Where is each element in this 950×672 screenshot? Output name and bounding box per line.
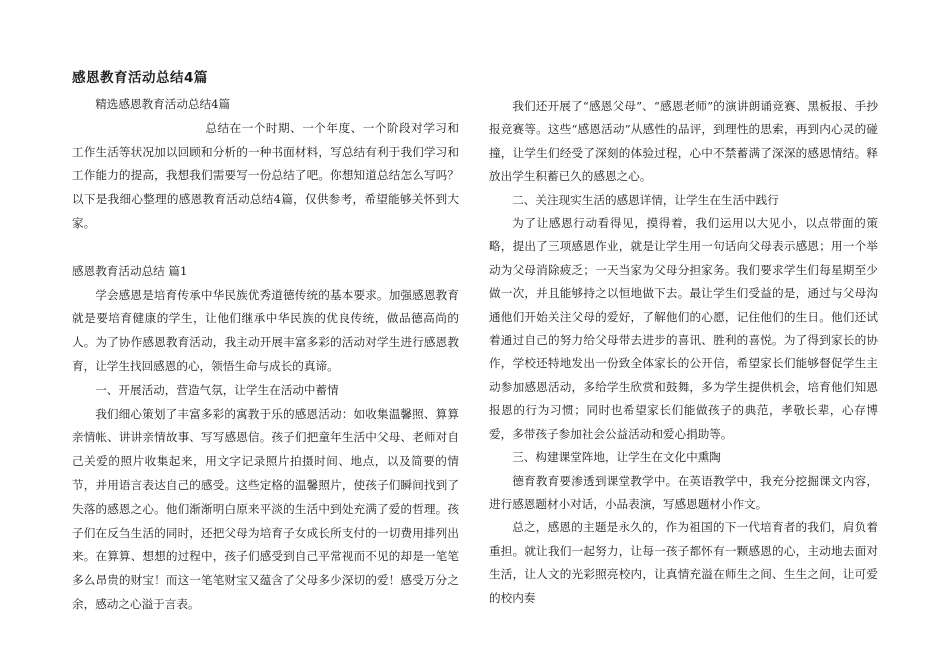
body-paragraph: 总之，感恩的主题是永久的，作为祖国的下一代培育者的我们，肩负着重担。就让我们一起努力，让每一孩子都怀有一颗感恩的心，主动地去面对生活，让人文的光彩照亮校内，让真情充溢在师生之间、生生之间，让可爱的校内奏 <box>489 520 878 605</box>
body-paragraph: 学会感恩是培育传承中华民族优秀道德传统的基本要求。加强感恩教育就是要培育健康的学生，让他们继承中华民族的优良传统，做品德高尚的人。为了协作感恩教育活动，我主动开展丰富多彩的活动对学生进行感恩教育，让学生找回感恩的心，领悟生命与成长的真谛。 <box>72 287 459 373</box>
subheading: 二、关注现实生活的感恩详情，让学生在生活中践行 <box>512 192 779 207</box>
intro-paragraph: 总结在一个时期、一个年度、一个阶段对学习和工作生活等状况加以回顾和分析的一种书面材料，写总结有利于我们学习和工作能力的提高，我想我们需要写一份总结了吧。你想知道总结怎么写吗？以下是我细心整理的感恩教育活动总结4篇，仅供参考，希望能够关怀到大家。 <box>72 120 459 230</box>
document-title: 感恩教育活动总结4篇 <box>72 70 208 86</box>
subheading: 一、开展活动，营造气氛，让学生在活动中蓄情 <box>95 382 339 397</box>
paragraph-spacer <box>72 236 459 260</box>
body-paragraph: 我们细心策划了丰富多彩的寓教于乐的感恩活动：如收集温馨照、算算亲情帐、讲讲亲情故事、写写感恩信。孩子们把童年生活中父母、老师对自己关爱的照片收集起来，用文字记录照片拍摄时间、地点，以及简要的情节，并用语言表达自己的感受。这些定格的温馨照片，使孩子们瞬间找到了失落的感恩之心。他们渐渐明白原来平淡的生活中到处充满了爱的哲理。孩子们在反刍生活的同时，还把父母为培育子女成长所支付的一切费用排列出来。在算算、想想的过程中，孩子们感受到自己平常视而不见的却是一笔笔多么昂贵的财宝！而这一笔笔财宝又蕴含了父母多少深切的爱！感受万分之余，感动之心溢于言表。 <box>72 406 459 611</box>
body-paragraph: 为了让感恩行动看得见，摸得着，我们运用以大见小，以点带面的策略，提出了三项感恩作业，就是让学生用一句话向父母表示感恩；用一个举动为父母消除疲乏；一天当家为父母分担家务。我们要求学生们每星期至少做一次，并且能够持之以恒地做下去。最让学生们受益的是，通过与父母沟通他们开始关注父母的爱好，了解他们的心愿，记住他们的生日。他们还试着通过自己的努力给父母带去进步的喜讯、胜利的喜悦。为了得到家长的协作，学校还特地发出一份致全体家长的公开信，希望家长们能够督促学生主动参加感恩活动，多给学生欣赏和鼓舞，多为学生提供机会，培育他们知恩报恩的行为习惯；同时也希望家长们能做孩子的典范，孝敬长辈，心存博爱，多带孩子参加社会公益活动和爱心捐助等。 <box>489 216 878 441</box>
section-heading: 感恩教育活动总结 篇1 <box>72 263 188 278</box>
body-paragraph: 德育教育要渗透到课堂教学中。在英语教学中，我充分挖掘课文内容，进行感恩题材小对话，小品表演，写感恩题材小作文。 <box>489 473 878 511</box>
left-column <box>72 93 459 617</box>
body-paragraph: 我们还开展了“感恩父母”、“感恩老师”的演讲朗诵竞赛、黑板报、手抄报竞赛等。这些“感恩活动”从感性的品评，到理性的思索，再到内心灵的碰撞，让学生们经受了深刻的体验过程，心中不禁蓄满了深深的感恩情结。释放出学生积蓄已久的感恩之心。 <box>489 99 878 184</box>
document-subtitle: 精选感恩教育活动总结4篇 <box>95 97 231 111</box>
subheading: 三、构建课堂阵地，让学生在文化中熏陶 <box>512 450 721 465</box>
right-column <box>489 95 878 610</box>
